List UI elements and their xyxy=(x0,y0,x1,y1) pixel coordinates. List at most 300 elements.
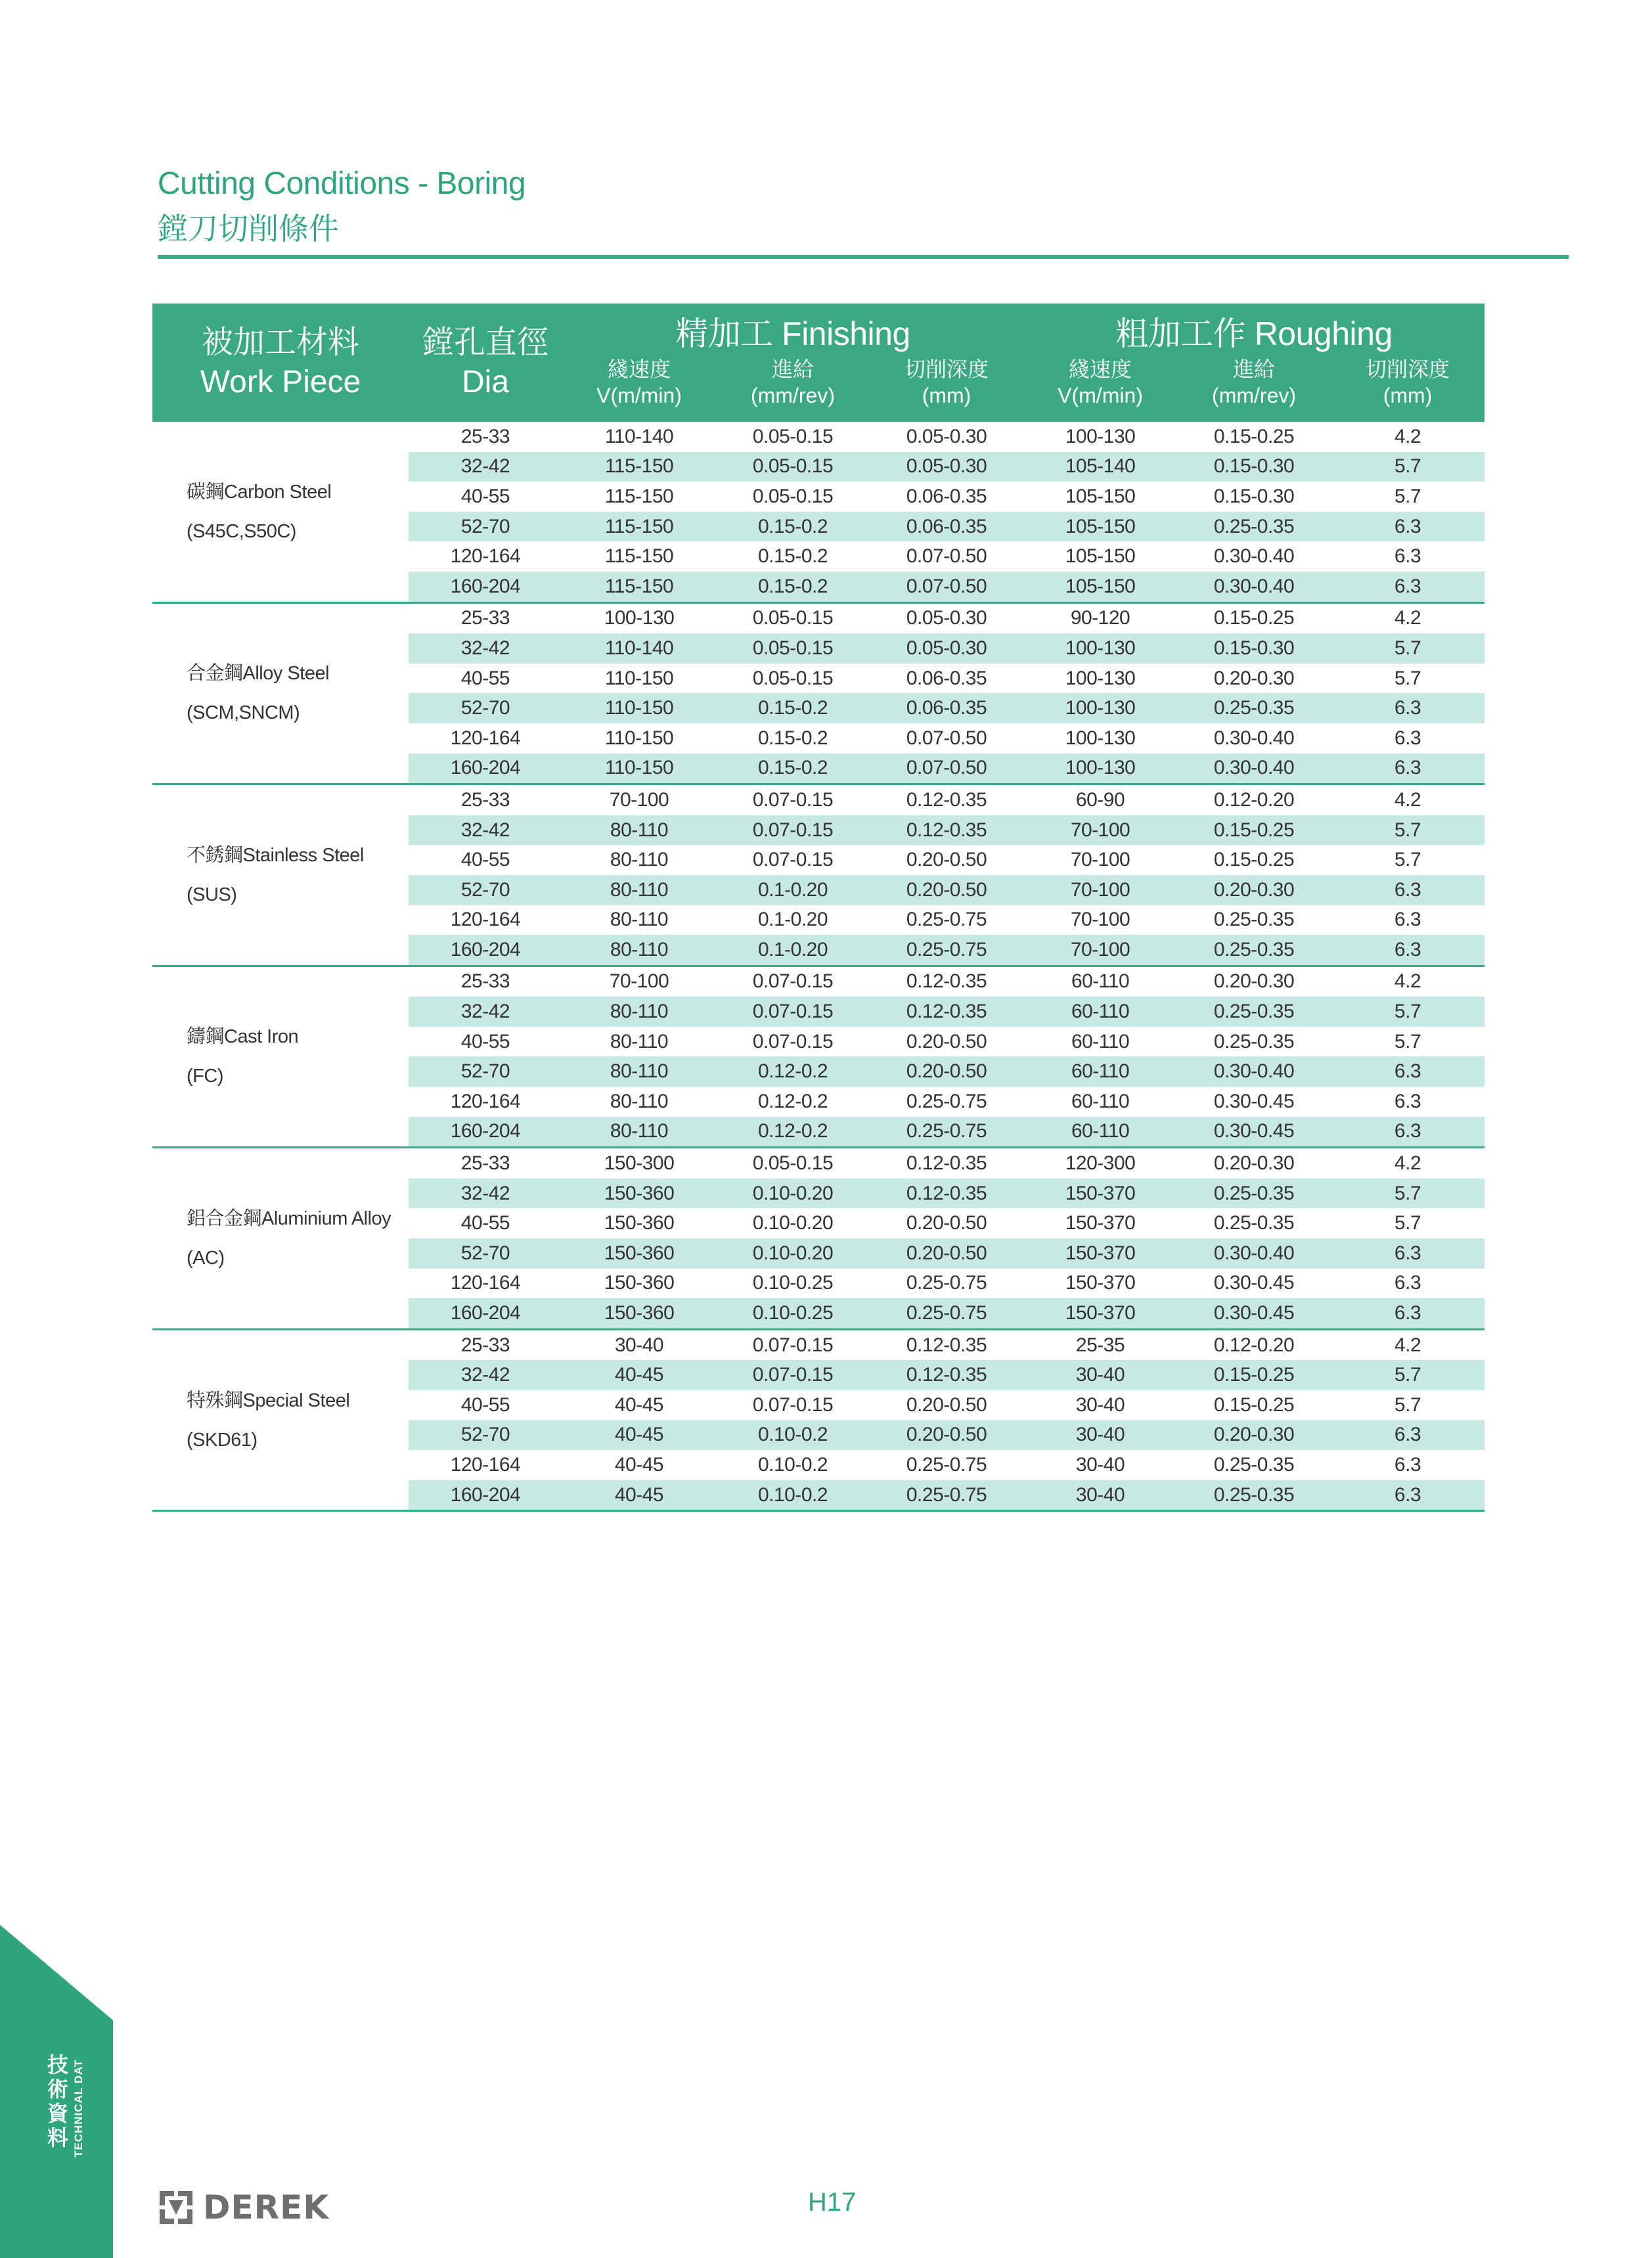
table-cell: 0.1-0.20 xyxy=(716,935,870,966)
table-cell: 120-164 xyxy=(450,1272,521,1294)
table-cell: 52-70 xyxy=(409,693,562,723)
table-cell: 0.15-0.30 xyxy=(1177,633,1331,664)
table-cell: 0.25-0.75 xyxy=(870,935,1023,966)
table-cell: 0.12-0.35 xyxy=(870,1179,1023,1209)
table-cell: 60-110 xyxy=(1071,1090,1130,1112)
title-divider xyxy=(158,255,1569,259)
table-cell: 0.05-0.15 xyxy=(752,425,834,447)
table-body xyxy=(152,422,1485,1511)
table-cell: 0.15-0.25 xyxy=(1213,1393,1295,1416)
table-cell: 5.7 xyxy=(1394,1030,1421,1052)
table-cell: 0.15-0.25 xyxy=(1213,607,1295,629)
table-cell: 60-110 xyxy=(1071,1030,1130,1052)
table-cell: 25-33 xyxy=(460,607,510,629)
table-cell: 0.20-0.50 xyxy=(906,1393,987,1416)
table-cell: 5.7 xyxy=(1394,667,1421,689)
table-cell: 52-70 xyxy=(409,1238,562,1269)
table-cell: 5.7 xyxy=(1331,452,1485,482)
table-cell: 115-150 xyxy=(562,572,716,602)
table-cell: 52-70 xyxy=(409,512,562,542)
table-cell: 70-100 xyxy=(1070,909,1130,931)
table-cell: 105-150 xyxy=(1065,545,1136,568)
material-cell xyxy=(152,1329,409,1511)
table-cell: 0.05-0.15 xyxy=(716,633,870,664)
material-name: 鋁合金鋼Aluminium Alloy xyxy=(187,1208,391,1230)
table-cell: 0.05-0.30 xyxy=(870,633,1023,664)
material-name: 碳鋼Carbon Steel xyxy=(187,481,332,503)
table-cell: 0.12-0.35 xyxy=(906,788,987,811)
table-cell: 0.20-0.50 xyxy=(906,849,987,871)
table-cell: 4.2 xyxy=(1394,607,1421,629)
table-cell: 150-370 xyxy=(1023,1298,1177,1329)
table-cell: 80-110 xyxy=(610,1090,669,1112)
material-code: (FC) xyxy=(187,1066,223,1087)
table-cell: 0.12-0.20 xyxy=(1213,1334,1295,1356)
table-cell: 0.07-0.50 xyxy=(870,754,1023,784)
table-cell: 115-150 xyxy=(604,545,674,568)
table-cell: 120-300 xyxy=(1065,1152,1136,1175)
header-unit: (mm/rev) xyxy=(1212,384,1297,407)
table-cell: 6.3 xyxy=(1331,1480,1485,1511)
material-cell xyxy=(152,422,409,602)
table-cell: 110-150 xyxy=(604,727,674,749)
table-cell: 0.20-0.30 xyxy=(1213,1152,1295,1175)
table-cell: 80-110 xyxy=(562,1056,716,1087)
table-cell: 6.3 xyxy=(1394,909,1421,931)
table-cell: 6.3 xyxy=(1331,935,1485,966)
header-roughing-speed xyxy=(1023,355,1177,422)
table-cell: 0.25-0.75 xyxy=(870,1480,1023,1511)
table-row xyxy=(152,1148,1485,1179)
table-cell: 120-164 xyxy=(450,1090,521,1112)
table-cell: 150-360 xyxy=(562,1298,716,1329)
table-cell: 150-370 xyxy=(1065,1212,1136,1234)
table-cell: 115-150 xyxy=(562,452,716,482)
header-work-piece xyxy=(152,304,409,422)
table-cell: 32-42 xyxy=(409,633,562,664)
table-cell: 40-55 xyxy=(460,1030,510,1052)
material-cell xyxy=(152,784,409,966)
table-cell: 30-40 xyxy=(1075,1393,1125,1416)
table-cell: 30-40 xyxy=(1075,1453,1125,1476)
table-cell: 4.2 xyxy=(1394,788,1421,811)
page-title-zh: 鏜刀切削條件 xyxy=(158,211,339,246)
header-dia-zh: 鏜孔直徑 xyxy=(422,325,548,360)
table-cell: 110-150 xyxy=(604,667,674,689)
material-cell xyxy=(152,1148,409,1330)
table-cell: 110-150 xyxy=(562,754,716,784)
derek-logo xyxy=(160,2188,329,2227)
table-cell: 0.05-0.15 xyxy=(752,1152,834,1175)
table-cell: 0.07-0.15 xyxy=(716,997,870,1027)
table-cell: 0.05-0.15 xyxy=(752,607,834,629)
table-cell: 0.12-0.2 xyxy=(757,1090,828,1112)
table-cell: 0.25-0.35 xyxy=(1177,935,1331,966)
table-cell: 25-33 xyxy=(460,970,510,993)
table-cell: 80-110 xyxy=(610,849,669,871)
table-cell: 70-100 xyxy=(1023,815,1177,846)
table-cell: 0.10-0.25 xyxy=(752,1272,834,1294)
table-cell: 0.25-0.35 xyxy=(1213,1030,1295,1052)
table-cell: 60-110 xyxy=(1023,1117,1177,1148)
table-cell: 32-42 xyxy=(409,815,562,846)
table-cell: 110-140 xyxy=(562,633,716,664)
table-cell: 160-204 xyxy=(409,1480,562,1511)
table-cell: 0.07-0.15 xyxy=(752,788,834,811)
table-cell: 30-40 xyxy=(1023,1420,1177,1451)
table-cell: 6.3 xyxy=(1331,512,1485,542)
table-cell: 0.05-0.30 xyxy=(870,452,1023,482)
table-cell: 0.15-0.30 xyxy=(1213,485,1295,507)
table-cell: 100-130 xyxy=(604,607,675,629)
table-cell: 25-33 xyxy=(460,425,510,447)
table-cell: 0.15-0.2 xyxy=(757,545,828,568)
table-cell: 0.06-0.35 xyxy=(870,693,1023,723)
table-cell: 0.30-0.40 xyxy=(1177,1238,1331,1269)
table-cell: 160-204 xyxy=(409,1117,562,1148)
table-cell: 6.3 xyxy=(1331,1298,1485,1329)
table-cell: 4.2 xyxy=(1394,970,1421,993)
header-label: 切削深度 xyxy=(904,357,989,381)
table-cell: 40-55 xyxy=(460,1212,510,1234)
table-cell: 0.06-0.35 xyxy=(906,485,987,507)
table-cell: 0.25-0.35 xyxy=(1177,693,1331,723)
table-cell: 0.07-0.15 xyxy=(752,1030,834,1052)
table-cell: 160-204 xyxy=(409,754,562,784)
table-cell: 0.10-0.2 xyxy=(757,1453,828,1476)
table-cell: 150-360 xyxy=(562,1238,716,1269)
table-cell: 6.3 xyxy=(1331,693,1485,723)
table-cell: 115-150 xyxy=(562,512,716,542)
table-cell: 0.15-0.25 xyxy=(1177,1360,1331,1390)
table-cell: 0.12-0.35 xyxy=(870,997,1023,1027)
table-cell: 32-42 xyxy=(409,452,562,482)
table-cell: 0.20-0.50 xyxy=(906,1030,987,1052)
table-cell: 160-204 xyxy=(409,1298,562,1329)
table-cell: 120-164 xyxy=(450,1453,521,1476)
table-cell: 80-110 xyxy=(562,1117,716,1148)
table-cell: 0.15-0.2 xyxy=(716,754,870,784)
table-cell: 110-140 xyxy=(604,425,674,447)
table-cell: 0.25-0.35 xyxy=(1213,1453,1295,1476)
table-cell: 40-45 xyxy=(614,1393,664,1416)
cutting-conditions-table xyxy=(152,304,1485,1512)
header-unit: V(m/min) xyxy=(596,384,682,407)
table-cell: 40-45 xyxy=(562,1420,716,1451)
table-cell: 30-40 xyxy=(1023,1360,1177,1390)
table-cell: 0.07-0.50 xyxy=(906,545,987,568)
table-cell: 0.12-0.35 xyxy=(870,815,1023,846)
header-finishing: 精加工 Finishing xyxy=(562,304,1023,355)
table-cell: 0.20-0.50 xyxy=(870,875,1023,905)
material-name: 不銹鋼Stainless Steel xyxy=(187,844,364,866)
table-cell: 0.07-0.15 xyxy=(716,815,870,846)
table-cell: 100-130 xyxy=(1023,693,1177,723)
header-unit: V(m/min) xyxy=(1058,384,1143,407)
table-cell: 0.07-0.50 xyxy=(870,572,1023,602)
table-cell: 80-110 xyxy=(562,935,716,966)
header-work-piece-en: Work Piece xyxy=(200,365,361,399)
table-cell: 0.10-0.25 xyxy=(716,1298,870,1329)
table-row xyxy=(152,602,1485,633)
table-cell: 0.12-0.35 xyxy=(906,970,987,993)
table-cell: 100-130 xyxy=(1065,667,1136,689)
table-cell: 80-110 xyxy=(562,815,716,846)
table-cell: 0.05-0.15 xyxy=(752,667,834,689)
table-cell: 0.1-0.20 xyxy=(757,909,828,931)
table-cell: 0.12-0.35 xyxy=(906,1152,987,1175)
header-unit: (mm) xyxy=(1383,384,1433,407)
table-cell: 150-360 xyxy=(562,1179,716,1209)
material-code: (AC) xyxy=(187,1248,225,1269)
table-cell: 52-70 xyxy=(409,875,562,905)
logo-text: DEREK xyxy=(203,2188,330,2226)
table-cell: 70-100 xyxy=(609,970,669,993)
table-cell: 0.15-0.2 xyxy=(716,512,870,542)
table-cell: 6.3 xyxy=(1331,1056,1485,1087)
table-cell: 0.30-0.40 xyxy=(1177,754,1331,784)
table-cell: 5.7 xyxy=(1394,849,1421,871)
table-cell: 0.1-0.20 xyxy=(716,875,870,905)
table-cell: 0.30-0.40 xyxy=(1177,572,1331,602)
table-cell: 25-33 xyxy=(460,1334,510,1356)
table-cell: 32-42 xyxy=(409,1360,562,1390)
table-cell: 25-33 xyxy=(460,1152,510,1175)
table-cell: 0.30-0.45 xyxy=(1177,1298,1331,1329)
table-cell: 120-164 xyxy=(450,727,521,749)
table-cell: 90-120 xyxy=(1070,607,1130,629)
table-cell: 0.25-0.35 xyxy=(1177,512,1331,542)
table-cell: 100-130 xyxy=(1023,633,1177,664)
table-cell: 5.7 xyxy=(1394,485,1421,507)
table-cell: 60-110 xyxy=(1023,1056,1177,1087)
material-name: 特殊鋼Special Steel xyxy=(187,1389,350,1411)
table-cell: 40-55 xyxy=(460,667,510,689)
side-tab-char: 資 xyxy=(47,2101,68,2126)
table-cell: 0.05-0.15 xyxy=(716,452,870,482)
table-cell: 5.7 xyxy=(1331,633,1485,664)
header-roughing-depth xyxy=(1331,355,1485,422)
table-cell: 150-370 xyxy=(1023,1179,1177,1209)
table-cell: 120-164 xyxy=(450,909,521,931)
table-cell: 105-150 xyxy=(1065,485,1136,507)
table-cell: 30-40 xyxy=(1023,1480,1177,1511)
table-cell: 0.15-0.2 xyxy=(716,693,870,723)
table-cell: 4.2 xyxy=(1394,425,1421,447)
material-name: 合金鋼Alloy Steel xyxy=(187,663,330,685)
table-cell: 115-150 xyxy=(604,485,674,507)
table-row xyxy=(152,1329,1485,1360)
table-cell: 150-370 xyxy=(1023,1238,1177,1269)
material-name: 鑄鋼Cast Iron xyxy=(187,1026,299,1048)
table-cell: 0.25-0.35 xyxy=(1177,1179,1331,1209)
table-cell: 150-360 xyxy=(604,1212,675,1234)
header-label: 進給 xyxy=(1233,357,1276,381)
table-cell: 105-150 xyxy=(1023,512,1177,542)
table-header xyxy=(152,304,1485,422)
table-cell: 120-164 xyxy=(450,545,521,568)
table-cell: 32-42 xyxy=(409,997,562,1027)
table-cell: 40-55 xyxy=(460,485,510,507)
table-cell: 6.3 xyxy=(1394,1090,1421,1112)
table-cell: 0.06-0.35 xyxy=(870,512,1023,542)
table-cell: 0.30-0.40 xyxy=(1213,727,1295,749)
header-finishing-depth xyxy=(870,355,1023,422)
header-dia xyxy=(409,304,562,422)
table-cell: 160-204 xyxy=(409,572,562,602)
table-cell: 40-55 xyxy=(460,849,510,871)
table-cell: 0.20-0.30 xyxy=(1177,875,1331,905)
table-cell: 0.12-0.20 xyxy=(1213,788,1295,811)
table-cell: 0.07-0.15 xyxy=(752,1393,834,1416)
table-cell: 4.2 xyxy=(1394,1334,1421,1356)
table-cell: 0.10-0.20 xyxy=(716,1179,870,1209)
table-cell: 0.25-0.35 xyxy=(1177,997,1331,1027)
table-cell: 60-110 xyxy=(1071,970,1130,993)
table-cell: 0.05-0.15 xyxy=(752,485,834,507)
table-cell: 0.12-0.2 xyxy=(716,1117,870,1148)
material-code: (S45C,S50C) xyxy=(187,520,296,542)
table-cell: 6.3 xyxy=(1331,875,1485,905)
table-cell: 5.7 xyxy=(1331,815,1485,846)
table-cell: 110-150 xyxy=(562,693,716,723)
table-cell: 0.30-0.40 xyxy=(1213,545,1295,568)
table-cell: 0.10-0.2 xyxy=(716,1480,870,1511)
table-cell: 5.7 xyxy=(1331,1179,1485,1209)
table-cell: 5.7 xyxy=(1394,1212,1421,1234)
table-cell: 6.3 xyxy=(1331,1420,1485,1451)
table-cell: 70-100 xyxy=(1023,935,1177,966)
header-roughing: 粗加工作 Roughing xyxy=(1023,304,1485,355)
table-cell: 80-110 xyxy=(610,909,669,931)
header-roughing-feed xyxy=(1177,355,1331,422)
table-cell: 150-370 xyxy=(1065,1272,1136,1294)
header-label: 綫速度 xyxy=(1069,357,1132,381)
table-cell: 0.25-0.75 xyxy=(870,1298,1023,1329)
header-label: 綫速度 xyxy=(607,357,671,381)
table-cell: 0.30-0.45 xyxy=(1177,1117,1331,1148)
table-cell: 40-55 xyxy=(460,1393,510,1416)
table-cell: 6.3 xyxy=(1394,1272,1421,1294)
header-finishing-feed xyxy=(716,355,870,422)
side-tab-char: 技 xyxy=(47,2052,68,2077)
header-dia-en: Dia xyxy=(461,365,510,399)
table-cell: 0.15-0.2 xyxy=(757,727,828,749)
page-title-en: Cutting Conditions - Boring xyxy=(158,166,526,201)
table-cell: 80-110 xyxy=(610,1030,669,1052)
header-unit: (mm) xyxy=(922,384,971,407)
table-cell: 70-100 xyxy=(1023,875,1177,905)
header-label: 切削深度 xyxy=(1366,357,1450,381)
header-label: 進給 xyxy=(771,357,814,381)
table-cell: 0.25-0.75 xyxy=(906,1453,987,1476)
material-cell xyxy=(152,966,409,1148)
table-cell: 0.15-0.25 xyxy=(1177,815,1331,846)
table-cell: 0.12-0.35 xyxy=(906,1334,987,1356)
material-code: (SUS) xyxy=(187,884,237,905)
table-cell: 100-130 xyxy=(1065,425,1136,447)
table-cell: 60-110 xyxy=(1023,997,1177,1027)
table-cell: 0.30-0.45 xyxy=(1213,1090,1295,1112)
header-unit: (mm/rev) xyxy=(751,384,835,407)
table-cell: 6.3 xyxy=(1331,1238,1485,1269)
table-cell: 60-90 xyxy=(1075,788,1125,811)
table-cell: 70-100 xyxy=(609,788,669,811)
page-number: H17 xyxy=(808,2188,857,2217)
material-cell xyxy=(152,602,409,784)
table-cell: 0.10-0.2 xyxy=(716,1420,870,1451)
table-cell: 4.2 xyxy=(1394,1152,1421,1175)
table-cell: 40-45 xyxy=(562,1360,716,1390)
table-cell: 0.25-0.35 xyxy=(1177,1480,1331,1511)
table-cell: 25-35 xyxy=(1075,1334,1125,1356)
table-cell: 52-70 xyxy=(409,1420,562,1451)
table-cell: 0.12-0.35 xyxy=(870,1360,1023,1390)
table-cell: 25-33 xyxy=(460,788,510,811)
table-cell: 0.25-0.35 xyxy=(1213,1212,1295,1234)
table-cell: 0.10-0.20 xyxy=(752,1212,834,1234)
table-cell: 5.7 xyxy=(1394,1393,1421,1416)
table-cell: 0.15-0.25 xyxy=(1213,425,1295,447)
material-code: (SCM,SNCM) xyxy=(187,702,300,724)
table-cell: 6.3 xyxy=(1331,1117,1485,1148)
table-cell: 80-110 xyxy=(562,997,716,1027)
header-work-piece-zh: 被加工材料 xyxy=(201,325,359,360)
header-finishing-speed xyxy=(562,355,716,422)
table-row xyxy=(152,422,1485,452)
table-cell: 0.20-0.50 xyxy=(870,1420,1023,1451)
table-cell: 0.05-0.30 xyxy=(906,607,987,629)
table-cell: 0.30-0.45 xyxy=(1213,1272,1295,1294)
table-cell: 0.07-0.15 xyxy=(752,1334,834,1356)
table-cell: 0.20-0.30 xyxy=(1177,1420,1331,1451)
derek-logo-mark-icon xyxy=(160,2191,192,2224)
table-cell: 0.20-0.50 xyxy=(906,1212,987,1234)
table-cell: 0.15-0.25 xyxy=(1213,849,1295,871)
table-cell: 0.05-0.30 xyxy=(906,425,987,447)
table-cell: 0.25-0.75 xyxy=(906,1090,987,1112)
table-cell: 40-45 xyxy=(614,1453,664,1476)
table-cell: 32-42 xyxy=(409,1179,562,1209)
table-cell: 52-70 xyxy=(409,1056,562,1087)
table-cell: 0.25-0.35 xyxy=(1213,909,1295,931)
table-cell: 0.07-0.15 xyxy=(716,1360,870,1390)
table-cell: 105-140 xyxy=(1023,452,1177,482)
table-cell: 150-300 xyxy=(604,1152,675,1175)
table-cell: 6.3 xyxy=(1394,545,1421,568)
table-cell: 40-45 xyxy=(562,1480,716,1511)
table-cell: 0.07-0.50 xyxy=(906,727,987,749)
table-cell: 0.25-0.75 xyxy=(906,1272,987,1294)
table-cell: 100-130 xyxy=(1065,727,1136,749)
table-cell: 80-110 xyxy=(562,875,716,905)
table-cell: 0.15-0.2 xyxy=(716,572,870,602)
side-tab-label-zh xyxy=(45,2053,71,2150)
table-cell: 0.15-0.30 xyxy=(1177,452,1331,482)
table-cell: 6.3 xyxy=(1394,1453,1421,1476)
table-cell: 0.25-0.75 xyxy=(870,1117,1023,1148)
material-code: (SKD61) xyxy=(187,1429,257,1451)
table-cell: 0.07-0.15 xyxy=(752,970,834,993)
table-cell: 0.25-0.75 xyxy=(906,909,987,931)
table-cell: 160-204 xyxy=(409,935,562,966)
table-cell: 0.10-0.20 xyxy=(716,1238,870,1269)
table-cell: 0.20-0.50 xyxy=(870,1056,1023,1087)
table-cell: 5.7 xyxy=(1331,1360,1485,1390)
side-tab-char: 料 xyxy=(47,2125,68,2150)
table-cell: 70-100 xyxy=(1070,849,1130,871)
table-cell: 6.3 xyxy=(1331,572,1485,602)
